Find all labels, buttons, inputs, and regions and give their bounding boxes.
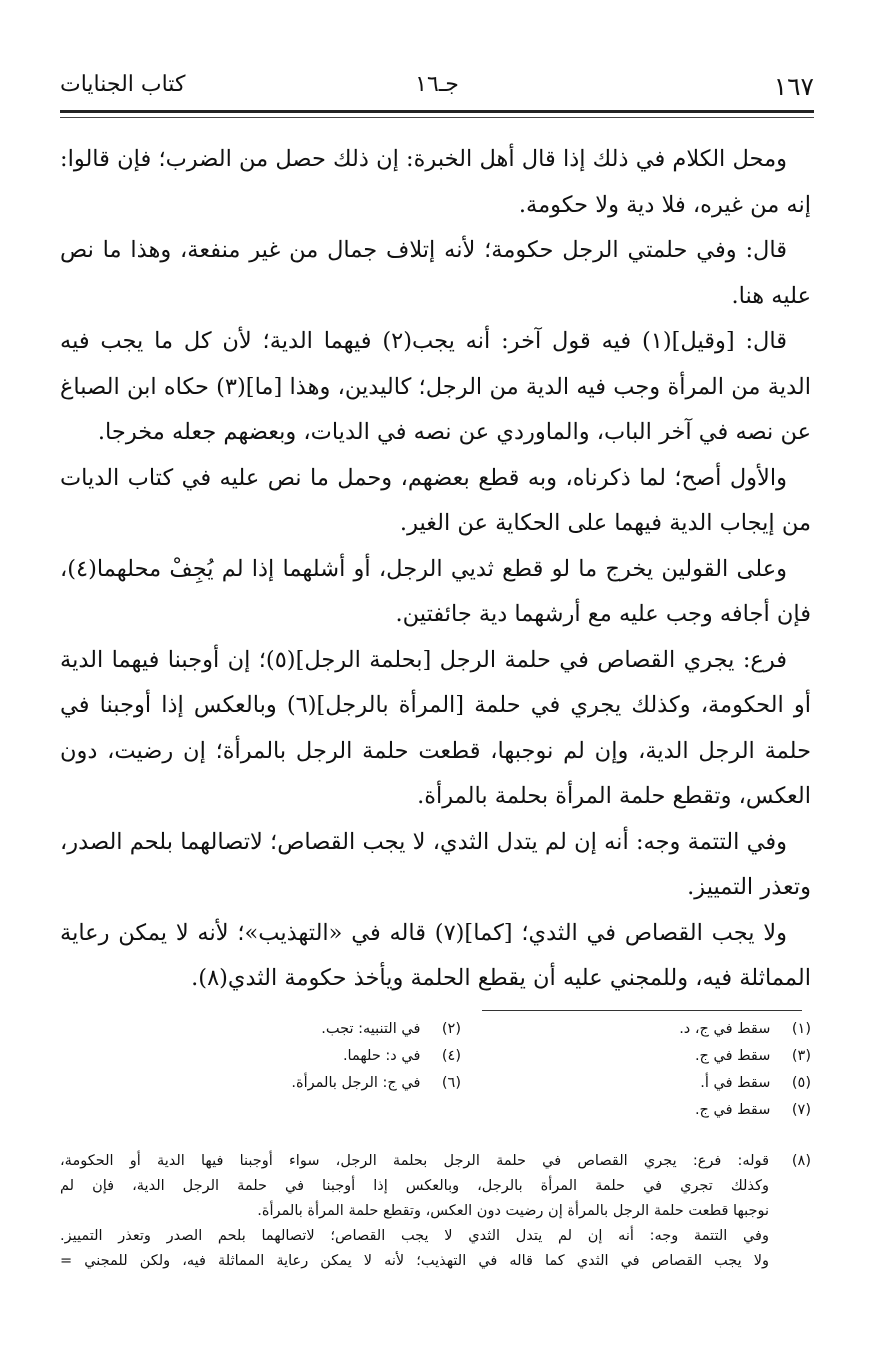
footnote-number: (٣) — [791, 1048, 811, 1064]
footnote-line: وكذلك تجري في حلمة المرأة بالرجل، وبالعكس إذا أوجبنا في حلمة الرجل الدية، فإن لم — [60, 1178, 769, 1194]
running-header — [60, 68, 814, 108]
footnote-number: (٢) — [441, 1021, 461, 1037]
footnote-text: في التنبيه: تجب. — [321, 1021, 421, 1037]
main-text — [60, 137, 811, 1002]
footnote-text: سقط في ج. — [694, 1102, 771, 1118]
footnote — [343, 1043, 461, 1070]
footnote-text: سقط في أ. — [700, 1075, 771, 1091]
footnote — [695, 1097, 811, 1124]
page-number: ١٦٧ — [773, 72, 814, 101]
footnote-text: سقط في ج. — [694, 1048, 771, 1064]
volume-number: جـ١٦ — [415, 72, 459, 97]
paragraph: قال: [وقيل](١) فيه قول آخر: أنه يجب(٢) فيهما الدية؛ لأن كل ما يجب فيه الدية من المرأة وجب فيه الدية من الرجل؛ كاليدين، وهذا [ما](٣) حكاه ابن الصباغ عن نصه في آخر الباب، والماوردي عن نصه في الديات، وبعضهم جعله مخرجا. — [60, 328, 811, 445]
header-rule-thin — [60, 117, 814, 118]
footnote-long — [60, 1149, 811, 1274]
paragraph: ومحل الكلام في ذلك إذا قال أهل الخبرة: إن ذلك حصل من الضرب؛ فإن قالوا: إنه من غيره، فلا دية ولا حكومة. — [60, 146, 811, 218]
paragraph: وعلى القولين يخرج ما لو قطع ثديي الرجل، أو أشلهما إذا لم يُجِفْ محلهما(٤)، فإن أجافه وجب عليه مع أرشهما دية جائفتين. — [60, 555, 811, 627]
book-title: كتاب الجنايات — [60, 72, 186, 97]
footnote-line: قوله: فرع: يجري القصاص في حلمة الرجل بحلمة الرجل، سواء أوجبنا فيها الدية أو الحكومة، — [60, 1153, 769, 1169]
footnote — [321, 1016, 461, 1043]
paragraph: وفي التتمة وجه: أنه إن لم يتدل الثدي، لا يجب القصاص؛ لاتصالهما بلحم الصدر، وتعذر التمييز. — [60, 828, 811, 900]
footnote-number: (٥) — [791, 1075, 811, 1091]
footnote-text: في د: حلهما. — [342, 1048, 421, 1064]
footnote-line: وفي التتمة وجه: أنه إن لم يتدل الثدي لا يجب القصاص؛ لاتصالهما بلحم الصدر وتعذر التمييز. — [60, 1228, 769, 1244]
footnote — [679, 1016, 811, 1043]
footnote-text: سقط في ج، د. — [679, 1021, 771, 1037]
footnote — [291, 1070, 461, 1097]
footnote-number: (٦) — [441, 1075, 461, 1091]
footnote-text: في ج: الرجل بالمرأة. — [291, 1075, 421, 1091]
footnote — [700, 1070, 811, 1097]
footnote-number: (٧) — [791, 1102, 811, 1118]
paragraph: قال: وفي حلمتي الرجل حكومة؛ لأنه إتلاف جمال من غير منفعة، وهذا ما نص عليه هنا. — [60, 237, 811, 309]
paragraph: والأول أصح؛ لما ذكرناه، وبه قطع بعضهم، وحمل ما نص عليه في كتاب الديات من إيجاب الدية فيهما على الحكاية عن الغير. — [60, 464, 811, 536]
paragraph: ولا يجب القصاص في الثدي؛ [كما](٧) قاله في «التهذيب»؛ لأنه لا يمكن رعاية المماثلة فيه، وللمجني عليه أن يقطع الحلمة ويأخذ حكومة الثدي(٨). — [60, 919, 811, 991]
header-rule-thick — [60, 110, 814, 113]
footnote — [695, 1043, 811, 1070]
footnote-number: (١) — [791, 1021, 811, 1037]
footnote-separator — [482, 1010, 802, 1011]
footnote-line: نوجبها قطعت حلمة الرجل بالمرأة إن رضيت دون العكس، وتقطع حلمة المرأة بالمرأة. — [257, 1203, 769, 1219]
footnote-line: ولا يجب القصاص في الثدي كما قاله في التهذيب؛ لأنه لا يمكن رعاية المماثلة فيه، ولكن للمجني = — [60, 1253, 769, 1269]
footnote-number: (٨) — [791, 1153, 811, 1169]
footnote-number: (٤) — [441, 1048, 461, 1064]
paragraph: فرع: يجري القصاص في حلمة الرجل [بحلمة الرجل](٥)؛ إن أوجبنا فيهما الدية أو الحكومة، وكذلك يجري في حلمة [المرأة بالرجل](٦) وبالعكس إذا أوجبنا في حلمة الرجل الدية، وإن لم نوجبها، قطعت حلمة الرجل بالمرأة؛ إن رضيت، دون العكس، وتقطع حلمة المرأة بحلمة بالمرأة. — [60, 646, 811, 809]
